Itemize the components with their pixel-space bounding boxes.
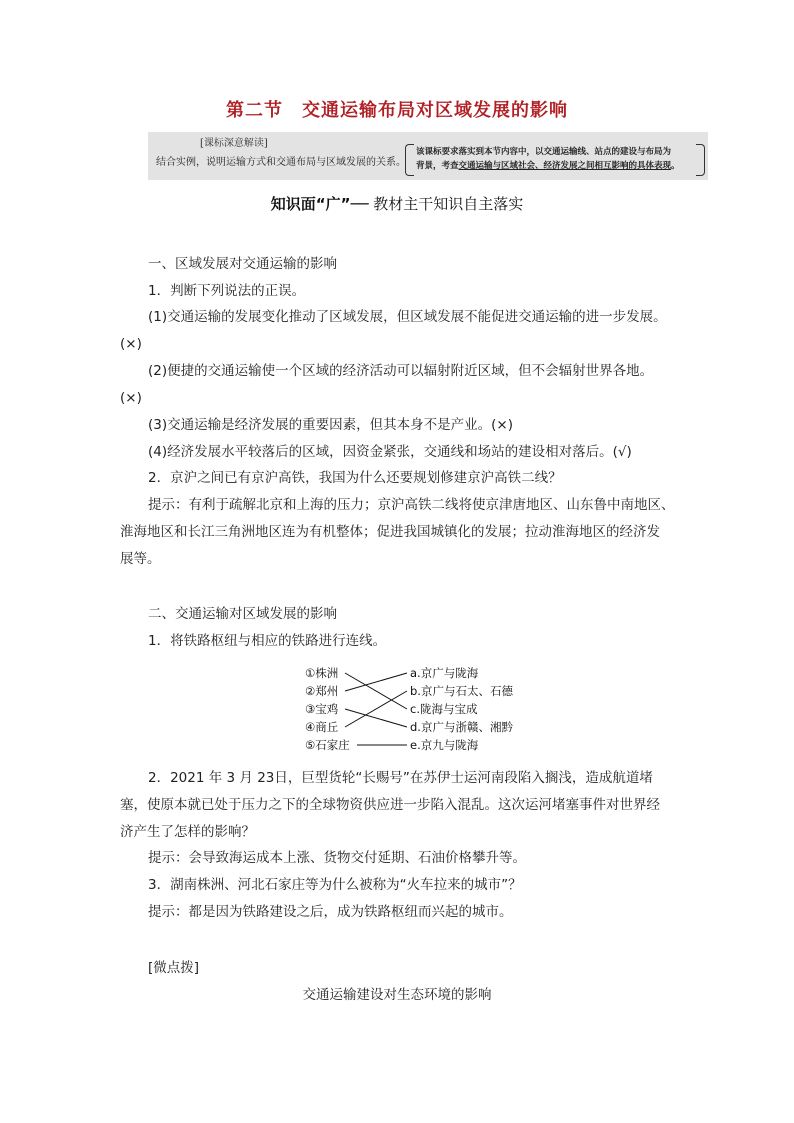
part1-question-2: 2．京沪之间已有京沪高铁，我国为什么还要规划修建京沪高铁二线？ (148, 470, 562, 486)
right-brace-icon (696, 144, 705, 176)
railway-matching-diagram (305, 664, 525, 756)
railway-line-item: e.京九与陇海 (410, 738, 479, 752)
statement-1-answer: (×) (120, 336, 142, 352)
standard-interpretation-line-1: 该课标要求落实到本节内容中，以交通运输线、站点的建设与布局为 (416, 147, 672, 157)
standard-interpretation-line-2 (416, 159, 698, 173)
part2-heading: 二、交通运输对区域发展的影响 (148, 606, 337, 622)
section-heading-rest: ── 教材主干知识自主落实 (350, 195, 524, 213)
hub-item: ③宝鸡 (305, 702, 339, 716)
interp-text-a: 背景，考查 (416, 161, 459, 171)
interp-text-underlined: 交通运输与区域社会、经济发展之间相互影响的具体表现 (458, 161, 672, 171)
part1-answer-2-line-1: 提示：有利于疏解北京和上海的压力；京沪高铁二线将使京津唐地区、山东鲁中南地区、 (148, 497, 675, 513)
part2-question-2-line-1: 2．2021 年 3 月 23日，巨型货轮“长赐号”在苏伊士运河南段陷入搁浅，造成航道堵 (148, 770, 653, 786)
statement-2: (2)便捷的交通运输使一个区域的经济活动可以辐射附近区域，但不会辐射世界各地。 (148, 363, 654, 379)
curriculum-standard-box (148, 132, 708, 180)
hub-item: ④商丘 (305, 720, 339, 734)
part2-question-1: 1．将铁路枢纽与相应的铁路进行连线。 (148, 633, 387, 649)
railway-line-item: b.京广与石太、石德 (410, 684, 513, 698)
railway-line-item: c.陇海与宝成 (410, 702, 478, 716)
match-line-3 (345, 709, 407, 727)
part2-question-3: 3．湖南株洲、河北石家庄等为什么被称为“火车拉来的城市”？ (148, 877, 522, 893)
part2-answer-3: 提示：都是因为铁路建设之后，成为铁路枢纽而兴起的城市。 (148, 904, 513, 920)
section-heading-bold: 知识面“广” (270, 195, 351, 213)
section-heading (0, 193, 794, 214)
part1-heading: 一、区域发展对交通运输的影响 (148, 256, 337, 272)
match-line-2 (345, 673, 407, 691)
statement-2-answer: (×) (120, 390, 142, 406)
tip-title: 交通运输建设对生态环境的影响 (302, 987, 492, 1003)
statement-1: (1)交通运输的发展变化推动了区域发展，但区域发展不能促进交通运输的进一步发展。 (148, 309, 667, 325)
page-title: 第二节 交通运输布局对区域发展的影响 (226, 100, 568, 121)
standard-requirement: 结合实例，说明运输方式和交通布局与区域发展的关系。 (156, 157, 406, 168)
part2-answer-2: 提示：会导致海运成本上涨、货物交付延期、石油价格攀升等。 (148, 850, 526, 866)
part1-answer-2-line-2: 淮海地区和长江三角洲地区连为有机整体；促进我国城镇化的发展；拉动淮海地区的经济发 (120, 524, 660, 540)
match-line-4 (345, 691, 407, 727)
hub-item: ⑤石家庄 (305, 738, 350, 752)
part2-question-2-line-2: 塞，使原本就已处于压力之下的全球物资供应进一步陷入混乱。这次运河堵塞事件对世界经 (120, 797, 660, 813)
hub-item: ①株洲 (305, 666, 339, 680)
left-brace-icon (405, 144, 414, 176)
railway-line-item: a.京广与陇海 (410, 666, 479, 680)
standard-interpretation (416, 145, 698, 173)
interp-text-b: 。 (671, 161, 680, 171)
statement-4: (4)经济发展水平较落后的区域，因资金紧张，交通线和场站的建设相对落后。(√) (148, 444, 632, 460)
railway-line-item: d.京广与浙赣、湘黔 (410, 720, 513, 734)
tip-label: [微点拨] (148, 960, 200, 976)
part2-question-2-line-3: 济产生了怎样的影响？ (120, 824, 255, 840)
statement-3: (3)交通运输是经济发展的重要因素，但其本身不是产业。(×) (148, 417, 513, 433)
part1-question-1: 1．判断下列说法的正误。 (148, 283, 306, 299)
part1-answer-2-line-3: 展等。 (120, 551, 161, 567)
match-line-1 (345, 673, 407, 709)
hub-item: ②郑州 (305, 684, 339, 698)
standard-label: [课标深意解读] (200, 138, 268, 149)
